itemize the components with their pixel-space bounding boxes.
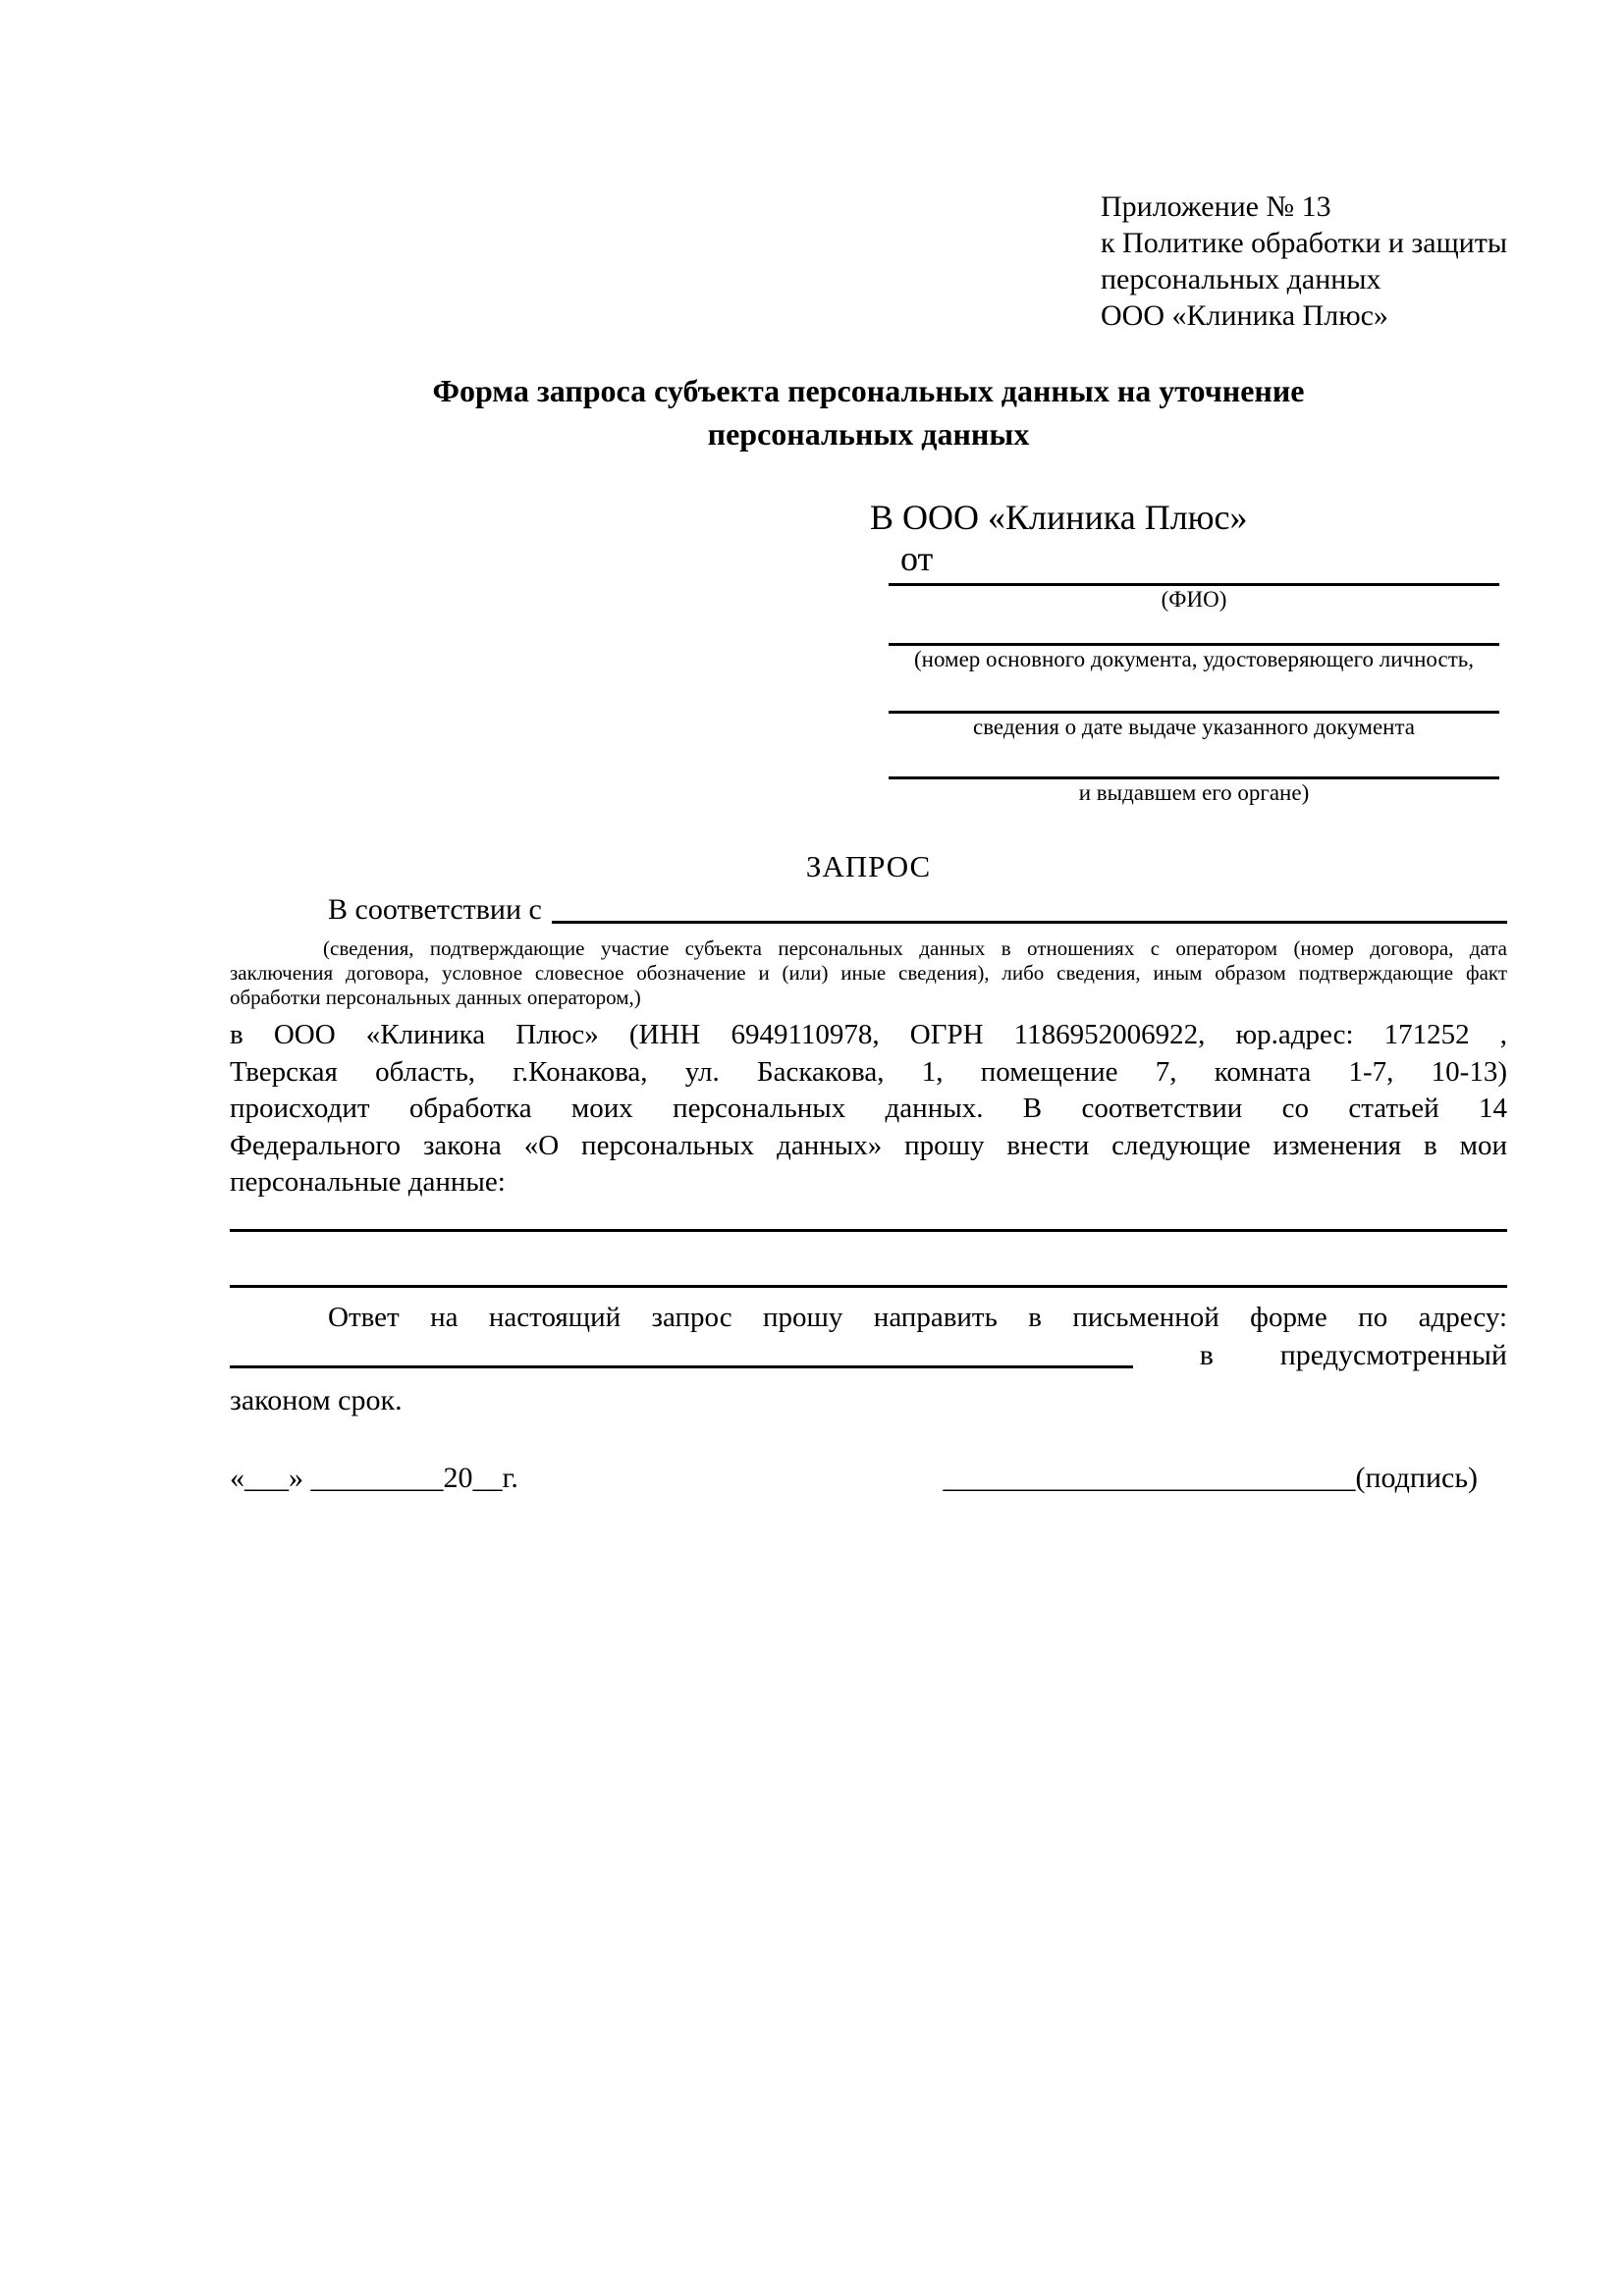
- doc-issuer-caption: и выдавшем его органе): [1078, 780, 1310, 805]
- appendix-line: Приложение № 13: [1100, 190, 1331, 223]
- answer-word-stipulated: предусмотренный: [1279, 1338, 1507, 1371]
- fine-print-line: обработки персональных данных оператором,): [230, 986, 641, 1009]
- fine-print-line: (сведения, подтверждающие участие субъекта персональных данных в отношениях с оператором (номер договора, дата: [323, 936, 1507, 960]
- request-heading: ЗАПРОС: [805, 849, 932, 883]
- document-title-line: Форма запроса субъекта персональных данных на уточнение: [432, 373, 1305, 408]
- request-body-line: в ООО «Клиника Плюс» (ИНН 6949110978, ОГРН 1186952006922, юр.адрес: 171252 ,: [230, 1019, 1507, 1050]
- doc-number-caption: (номер основного документа, удостоверяющего личность,: [913, 647, 1474, 671]
- accordance-row: [230, 891, 1507, 929]
- request-body-line: персональные данные:: [230, 1166, 506, 1198]
- document-title: [230, 369, 1507, 455]
- changes-field-line-1: [230, 1229, 1507, 1232]
- answer-closing: законом срок.: [230, 1383, 403, 1416]
- date-blank: «___» _________20__г.: [230, 1461, 518, 1494]
- appendix-block: [1101, 188, 1507, 334]
- address-field-line: [230, 1365, 1133, 1368]
- request-body-line: происходит обработка моих персональных данных. В соответствии со статьей 14: [230, 1093, 1507, 1124]
- fine-print-line: заключения договора, условное словесное обозначение и (или) иные сведения), либо сведения, иным образом подтверждающие факт: [230, 961, 1507, 985]
- doc-date-caption: сведения о дате выдаче указанного документа: [972, 715, 1416, 739]
- appendix-line: персональных данных: [1100, 263, 1381, 295]
- request-body-line: Федерального закона «О персональных данных» прошу внести следующие изменения в мои: [230, 1129, 1507, 1161]
- changes-field-line-2: [230, 1285, 1507, 1288]
- document-title-line: персональных данных: [707, 416, 1030, 452]
- recipient-block: [870, 496, 1507, 807]
- appendix-line: к Политике обработки и защиты: [1100, 227, 1507, 259]
- address-row: [230, 1337, 1507, 1374]
- request-body: [230, 1017, 1507, 1201]
- fine-print-block: [230, 936, 1507, 1010]
- date-signature-row: [230, 1460, 1507, 1497]
- recipient-organization: В ООО «Клиника Плюс»: [870, 498, 1248, 537]
- signature-caption: (подпись): [1355, 1461, 1478, 1494]
- accordance-label: В соответствии с: [328, 893, 542, 926]
- signature-area: [943, 1460, 1478, 1497]
- answer-word-in: в: [1199, 1338, 1214, 1371]
- recipient-from-label: от: [900, 539, 934, 578]
- signature-field-line: ____________________________: [943, 1461, 1356, 1494]
- appendix-line: ООО «Клиника Плюс»: [1100, 299, 1388, 332]
- answer-line-1: Ответ на настоящий запрос прошу направить в письменной форме по адресу:: [328, 1301, 1507, 1333]
- accordance-field-line: [552, 891, 1507, 924]
- fio-caption: (ФИО): [1161, 587, 1227, 612]
- request-body-line: Тверская область, г.Конакова, ул. Баскакова, 1, помещение 7, комната 1-7, 10-13): [230, 1055, 1507, 1088]
